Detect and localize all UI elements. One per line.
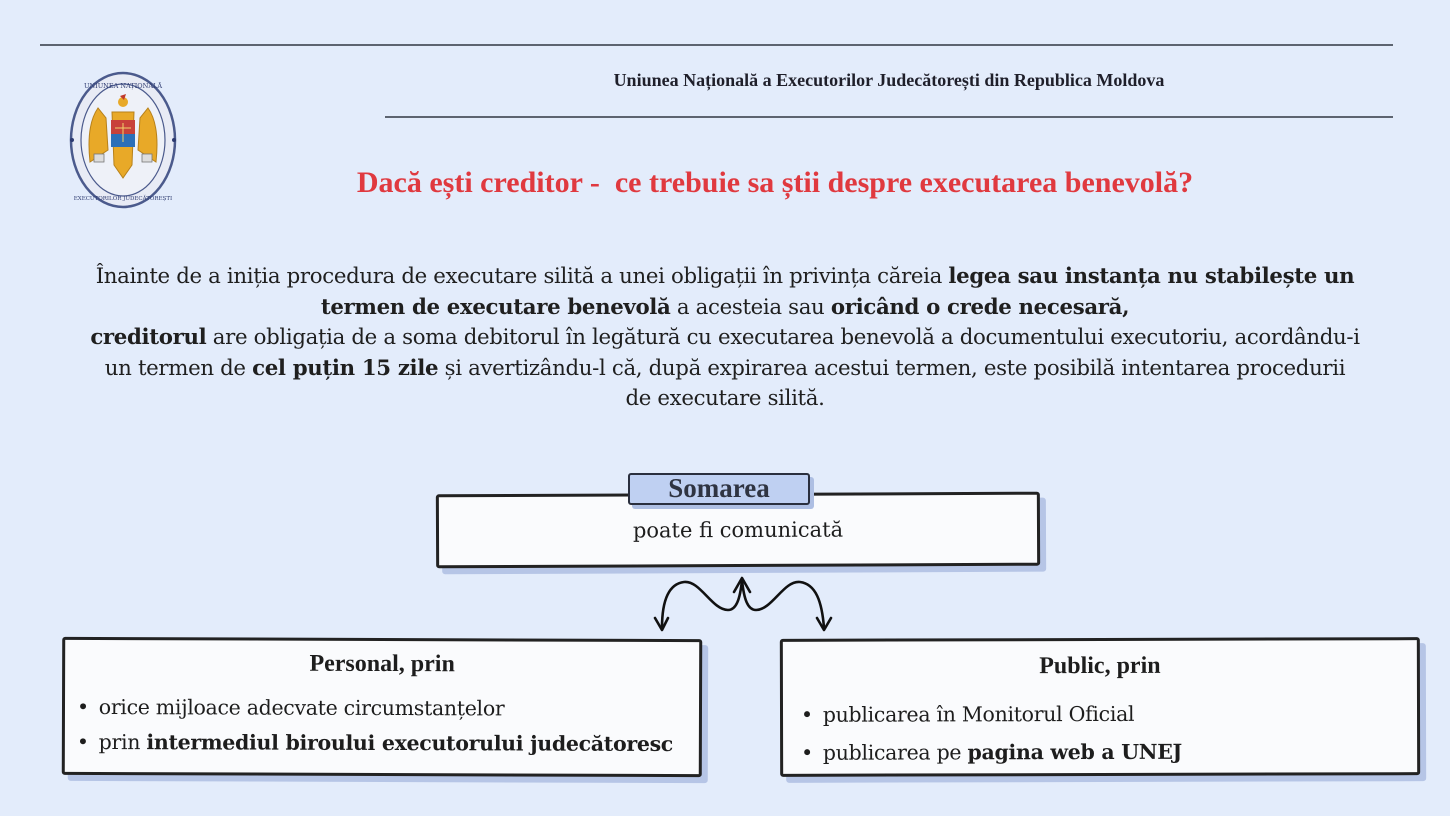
list-item (801, 733, 1182, 772)
list-item-text: prin (98, 730, 147, 755)
intro-text-1: Înainte de a iniția procedura de executare silită a unei obligații în privința căreia (95, 264, 949, 289)
public-box (780, 637, 1420, 777)
list-item (77, 725, 673, 762)
organization-name: Uniunea Națională a Executorilor Judecătorești din Republica Moldova (613, 70, 1165, 90)
intro-bold-2: oricând o crede necesară, (830, 294, 1130, 320)
page-title: Dacă ești creditor - ce trebuie sa știi despre executarea benevolă? (356, 166, 1194, 199)
public-list (801, 695, 1182, 772)
svg-text:EXECUTORILOR JUDECĂTOREȘTI: EXECUTORILOR JUDECĂTOREȘTI (73, 196, 173, 202)
list-item-text: publicarea în Monitorul Oficial (822, 701, 1135, 727)
somarea-text: poate fi comunicată (632, 517, 844, 543)
intro-text-2: a acesteia sau (670, 294, 831, 320)
list-item (801, 695, 1182, 734)
intro-text-4: și avertizându-l că, după expirarea acestui termen, este posibilă intentarea procedurii de executare silită. (438, 355, 1346, 411)
svg-text:UNIUNEA NAȚIONALĂ: UNIUNEA NAȚIONALĂ (83, 82, 163, 90)
list-item-text: publicarea pe (822, 740, 968, 765)
personal-title: Personal, prin (309, 650, 455, 678)
list-item-text: orice mijloace adecvate circumstanțelor (98, 695, 505, 721)
intro-text-3: are obligația de a soma debitorul în legătură cu executarea benevolă a documentului executoriu, acordându-i un termen de (104, 325, 1360, 381)
unej-emblem-icon (68, 70, 178, 210)
header-divider (385, 116, 1393, 118)
top-divider (40, 44, 1393, 46)
intro-bold-1: legea sau instanța nu stabilește un termen de executare benevolă (320, 264, 1355, 320)
intro-bold-3: creditorul (90, 325, 207, 350)
curly-double-arrow-icon (640, 570, 840, 636)
intro-paragraph (90, 262, 1360, 415)
list-item (77, 690, 673, 727)
somarea-tab-label: Somarea (628, 473, 810, 505)
personal-list (77, 690, 673, 762)
personal-box (62, 637, 702, 777)
list-item-bold: intermediul biroului executorului judecătoresc (146, 730, 674, 757)
list-item-bold: pagina web a UNEJ (967, 739, 1182, 765)
public-title: Public, prin (1039, 652, 1161, 680)
intro-bold-4: cel puțin 15 zile (252, 355, 439, 381)
